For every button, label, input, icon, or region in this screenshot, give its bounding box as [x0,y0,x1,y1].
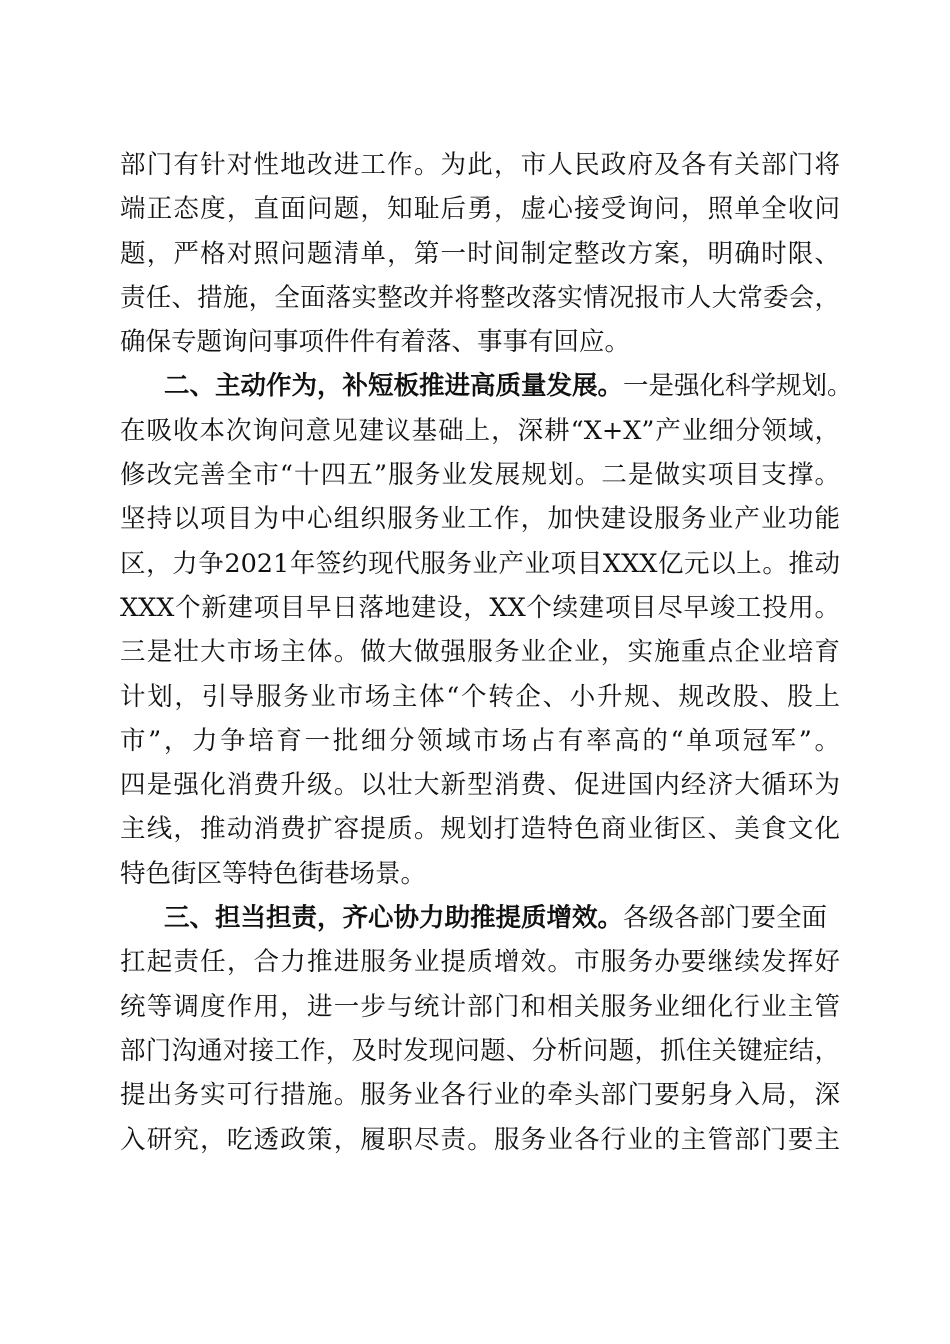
paragraph-2-line: 坚持以项目为中心组织服务业工作，加快建设服务业产业功能 [120,504,840,535]
document-body [120,143,853,1162]
paragraph-3-first-line-text: 各级各部门要全面 [623,903,828,934]
paragraph-2-line: 特色街区等特色街巷场景。 [120,858,427,889]
paragraph-3-line: 统等调度作用，进一步与统计部门和相关服务业细化行业主管 [120,991,840,1022]
paragraph-2-first-line-text: 一是强化科学规划。 [623,371,853,402]
paragraph-1-line: 责任、措施，全面落实整改并将整改落实情况报市人大常委会， [120,282,840,313]
paragraph-2-line: XXX个新建项目早日落地建设，XX个续建项目尽早竣工投用。 [120,592,840,623]
paragraph-2-line: 三是壮大市场主体。做大做强服务业企业，实施重点企业培育 [120,637,840,668]
paragraph-2-line: 区，力争2021年签约现代服务业产业项目XXX亿元以上。推动 [120,548,840,579]
paragraph-2-line: 计划，引导服务业市场主体“个转企、小升规、规改股、股上 [120,681,840,712]
paragraph-3-line: 部门沟通对接工作，及时发现问题、分析问题，抓住关键症结， [120,1035,840,1066]
paragraph-3-line: 扛起责任，合力推进服务业提质增效。市服务办要继续发挥好 [120,947,840,978]
paragraph-1-line: 题，严格对照问题清单，第一时间制定整改方案，明确时限、 [120,238,840,269]
paragraph-2-line: 市”，力争培育一批细分领域市场占有率高的“单项冠军”。 [120,725,840,756]
paragraph-3-line: 入研究，吃透政策，履职尽责。服务业各行业的主管部门要主 [120,1124,840,1155]
paragraph-1-line: 部门有针对性地改进工作。为此，市人民政府及各有关部门将 [120,150,840,180]
paragraph-2-first-line [120,364,853,408]
paragraph-2-line: 四是强化消费升级。以壮大新型消费、促进国内经济大循环为 [120,770,840,801]
paragraph-2-line: 在吸收本次询问意见建议基础上，深耕“X+X”产业细分领域， [120,415,840,446]
paragraph-3-line: 提出务实可行措施。服务业各行业的牵头部门要躬身入局，深 [120,1080,840,1111]
paragraph-1-line: 确保专题询问事项件件有着落、事事有回应。 [120,327,631,358]
section-heading-2: 二、主动作为，补短板推进高质量发展。 [164,371,624,402]
paragraph-1-line: 端正态度，直面问题，知耻后勇，虚心接受询问，照单全收问 [120,194,840,225]
paragraph-2-line: 修改完善全市“十四五”服务业发展规划。二是做实项目支撑。 [120,460,840,491]
paragraph-2-line: 主线，推动消费扩容提质。规划打造特色商业街区、美食文化 [120,814,840,845]
paragraph-3-first-line [120,896,840,940]
section-heading-3: 三、担当担责，齐心协力助推提质增效。 [164,903,624,934]
